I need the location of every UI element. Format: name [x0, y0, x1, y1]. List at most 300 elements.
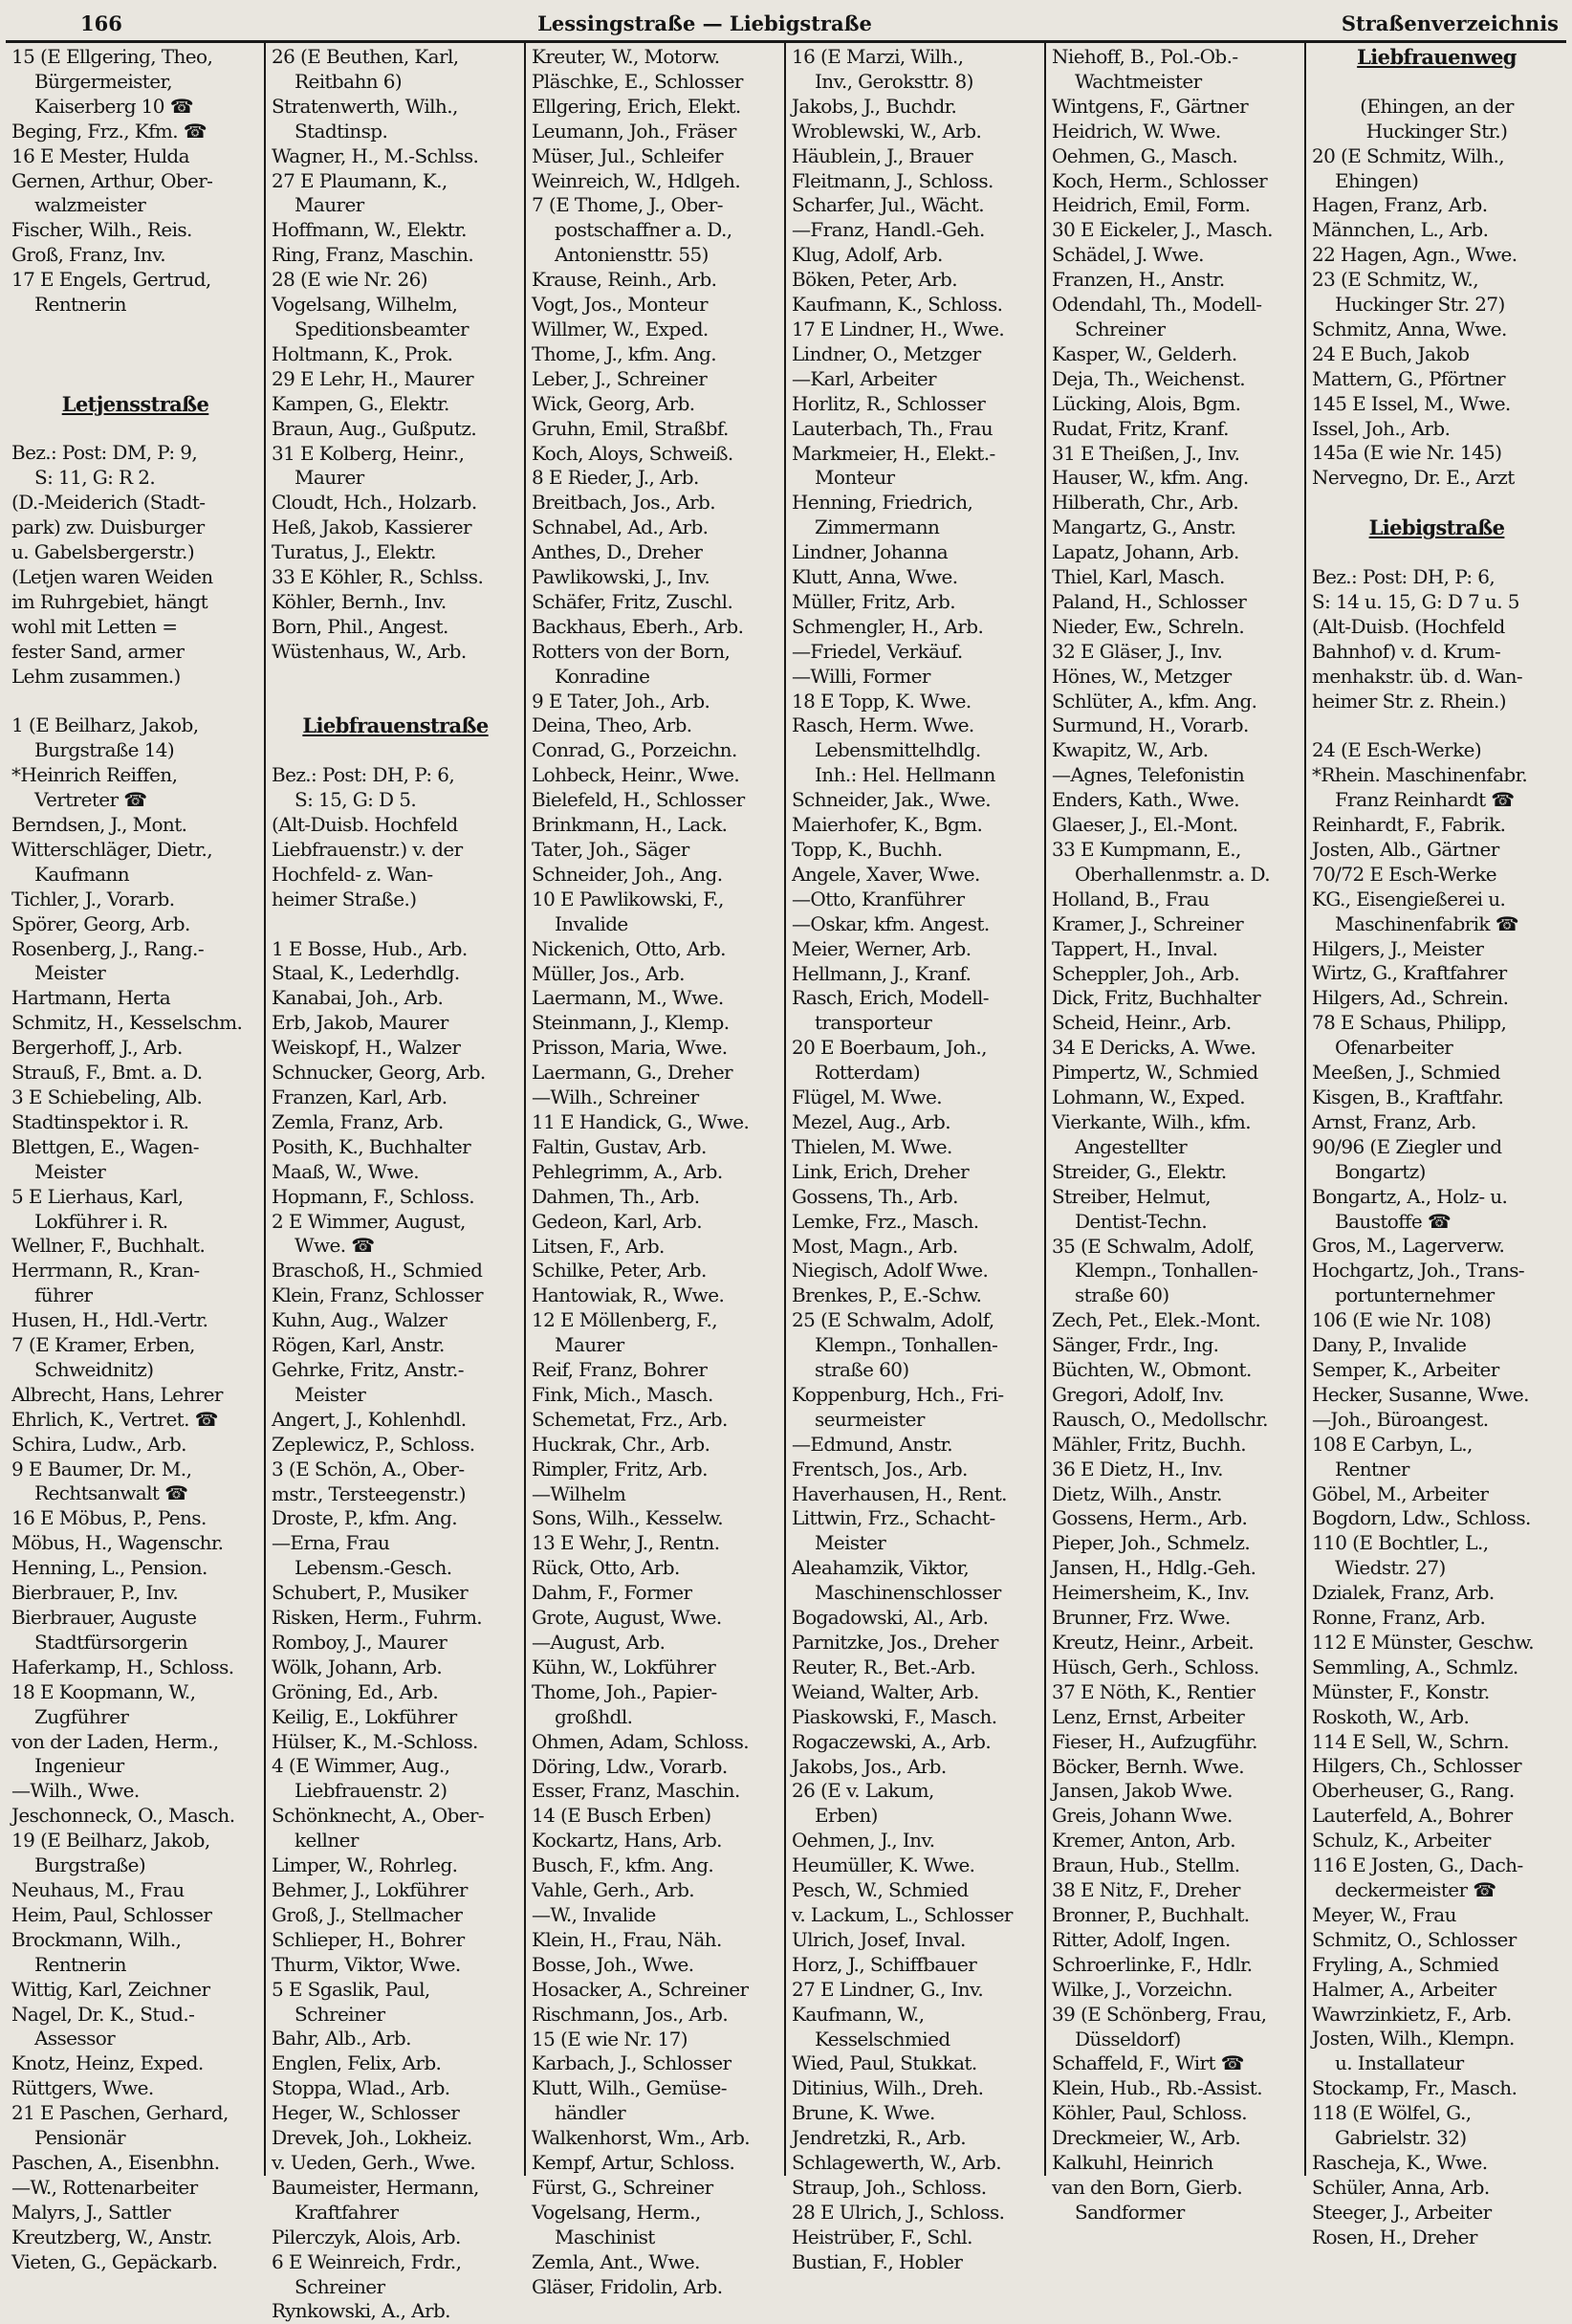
entry-line: Thome, Joh., Papier-: [532, 1679, 717, 1703]
entry-line: Husen, H., Hdl.-Vertr.: [11, 1308, 208, 1332]
entry-line: transporteur: [815, 1011, 932, 1035]
entry-line: Rück, Otto, Arb.: [532, 1556, 680, 1580]
entry-line: (Alt-Duisb. (Hochfeld: [1312, 614, 1505, 638]
entry-line: Wölk, Johann, Arb.: [272, 1655, 443, 1678]
entry-line: 145a (E wie Nr. 145): [1312, 441, 1502, 465]
entry-line: Hecker, Susanne, Wwe.: [1312, 1382, 1529, 1406]
entry-line: Most, Magn., Arb.: [792, 1234, 958, 1258]
entry-line: v. Lackum, L., Schlosser: [792, 1902, 1013, 1926]
entry-line: Arnst, Franz, Arb.: [1312, 1109, 1476, 1133]
section-title: Straßenverzeichnis: [1341, 11, 1559, 35]
entry-line: Göbel, M., Arbeiter: [1312, 1481, 1489, 1505]
entry-line: Angert, J., Kohlenhdl.: [272, 1407, 467, 1431]
blank-line: [1312, 491, 1561, 515]
entry-line: mstr., Tersteegenstr.): [272, 1481, 467, 1505]
entry-line: 10 E Pawlikowski, F.,: [532, 887, 724, 910]
entry-line: Weinreich, W., Hdlgeh.: [532, 168, 741, 192]
entry-line: Streiber, Helmut,: [1052, 1184, 1211, 1208]
blank-line: [11, 690, 259, 714]
entry-line: 21 E Paschen, Gerhard,: [11, 2101, 229, 2125]
entry-line: Romboy, J., Maurer: [272, 1630, 448, 1654]
entry-line: Bielefeld, H., Schlosser: [532, 788, 745, 812]
page-title: Lessingstraße — Liebigstraße: [537, 11, 872, 35]
entry-line: Lebensm.-Gesch.: [295, 1556, 452, 1580]
entry-line: Gehrke, Fritz, Anstr.-: [272, 1357, 464, 1381]
entry-line: Gläser, Fridolin, Arb.: [532, 2274, 723, 2298]
entry-line: Hopmann, F., Schloss.: [272, 1184, 474, 1208]
entry-line: 24 (E Esch-Werke): [1312, 738, 1482, 762]
entry-line: straße 60): [1075, 1283, 1169, 1307]
entry-line: Meeßen, J., Schmied: [1312, 1061, 1500, 1085]
entry-line: Meister: [34, 1159, 106, 1183]
entry-line: Mangartz, G., Anstr.: [1052, 515, 1236, 539]
entry-line: Gossens, Th., Arb.: [792, 1184, 958, 1208]
entry-line: Bongartz, A., Holz- u.: [1312, 1184, 1508, 1208]
entry-line: Hülser, K., M.-Schloss.: [272, 1729, 478, 1753]
entry-line: Kreutzberg, W., Anstr.: [11, 2225, 212, 2248]
entry-line: Hartmann, Herta: [11, 986, 171, 1010]
blank-line: [272, 738, 519, 763]
entry-line: Heistrüber, F., Schl.: [792, 2225, 972, 2248]
entry-line: 28 E Ulrich, J., Schloss.: [792, 2200, 1005, 2224]
entry-line: Lemke, Frz., Masch.: [792, 1209, 979, 1233]
entry-line: Bergerhoff, J., Arb.: [11, 1036, 183, 1060]
entry-line: Rascheja, K., Wwe.: [1312, 2150, 1488, 2174]
blank-line: [11, 342, 259, 367]
entry-line: (Alt-Duisb. Hochfeld: [272, 813, 458, 837]
entry-line: Brockmann, Wilh.,: [11, 1927, 182, 1951]
entry-line: 106 (E wie Nr. 108): [1312, 1308, 1492, 1332]
entry-line: Jansen, Jakob Wwe.: [1052, 1779, 1233, 1803]
entry-line: Pieper, Joh., Schmelz.: [1052, 1531, 1251, 1555]
entry-line: Kühn, W., Lokführer: [532, 1655, 716, 1678]
entry-line: 33 E Köhler, R., Schlss.: [272, 565, 484, 589]
entry-line: von der Laden, Herm.,: [11, 1729, 219, 1753]
entry-line: u. Gabelsbergerstr.): [11, 540, 195, 564]
entry-line: 24 E Buch, Jakob: [1312, 341, 1470, 365]
entry-line: Gröning, Ed., Arb.: [272, 1679, 439, 1703]
entry-line: Rischmann, Jos., Arb.: [532, 2002, 729, 2026]
entry-line: Dietz, Wilh., Anstr.: [1052, 1481, 1222, 1505]
entry-line: Paland, H., Schlosser: [1052, 589, 1247, 613]
entry-line: Hosacker, A., Schreiner: [532, 1977, 749, 2001]
entry-line: —Karl, Arbeiter: [792, 366, 937, 390]
entry-line: Scheppler, Joh., Arb.: [1052, 961, 1240, 985]
column-6: [1306, 43, 1566, 2248]
entry-line: Behmer, J., Lokführer: [272, 1878, 468, 1901]
entry-line: —Wilhelm: [532, 1481, 626, 1505]
entry-line: 32 E Gläser, J., Inv.: [1052, 639, 1223, 663]
entry-line: v. Ueden, Gerh., Wwe.: [272, 2150, 476, 2174]
street-heading: Liebfrauenweg: [1357, 45, 1517, 69]
entry-line: Schlüter, A., kfm. Ang.: [1052, 689, 1257, 713]
entry-line: wohl mit Letten =: [11, 614, 178, 638]
entry-line: Kesselschmied: [815, 2027, 950, 2050]
entry-line: 3 E Schiebeling, Alb.: [11, 1085, 203, 1108]
entry-line: S: 14 u. 15, G: D 7 u. 5: [1312, 589, 1519, 613]
entry-line: Rentner: [1335, 1457, 1409, 1480]
entry-line: Fürst, G., Schreiner: [532, 2175, 713, 2199]
entry-line: Bez.: Post: DM, P: 9,: [11, 441, 198, 465]
entry-line: Wilke, J., Vorzeichn.: [1052, 1977, 1233, 2001]
entry-line: Gernen, Arthur, Ober-: [11, 168, 213, 192]
entry-line: händler: [555, 2101, 626, 2125]
entry-line: 25 (E Schwalm, Adolf,: [792, 1308, 994, 1332]
entry-line: park) zw. Duisburger: [11, 515, 205, 539]
entry-line: Klutt, Wilh., Gemüse-: [532, 2076, 727, 2100]
entry-line: Roskoth, W., Arb.: [1312, 1704, 1470, 1728]
entry-line: heimer Str. z. Rhein.): [1312, 689, 1506, 713]
entry-line: Schnabel, Ad., Arb.: [532, 515, 709, 539]
entry-line: Meister: [34, 961, 106, 985]
entry-line: Groß, Franz, Inv.: [11, 243, 166, 267]
entry-line: Flügel, M. Wwe.: [792, 1085, 942, 1109]
entry-line: Tappert, H., Inval.: [1052, 936, 1218, 960]
entry-line: 108 E Carbyn, L.,: [1312, 1432, 1473, 1456]
entry-line: Piaskowski, F., Masch.: [792, 1704, 997, 1728]
entry-line: Schroerlinke, F., Hdlr.: [1052, 1952, 1253, 1976]
entry-line: Steinmann, J., Klemp.: [532, 1011, 730, 1035]
entry-line: 18 E Topp, K. Wwe.: [792, 689, 972, 713]
entry-line: Kockartz, Hans, Arb.: [532, 1829, 722, 1853]
entry-line: Weiskopf, H., Walzer: [272, 1036, 461, 1060]
entry-line: Schnucker, Georg, Arb.: [272, 1061, 486, 1085]
entry-line: Schädel, J. Wwe.: [1052, 243, 1204, 267]
entry-line: Weiand, Walter, Arb.: [792, 1679, 979, 1703]
entry-line: Issel, Joh., Arb.: [1312, 416, 1451, 440]
entry-line: Gregori, Adolf, Inv.: [1052, 1382, 1225, 1406]
entry-line: Schubert, P., Musiker: [272, 1581, 469, 1605]
entry-line: Gruhn, Emil, Straßbf.: [532, 416, 729, 440]
entry-line: Reif, Franz, Bohrer: [532, 1358, 708, 1382]
entry-line: Lücking, Alois, Bgm.: [1052, 391, 1241, 415]
entry-line: Albrecht, Hans, Lehrer: [11, 1382, 223, 1406]
entry-line: Jakobs, J., Buchdr.: [792, 94, 957, 118]
entry-line: Beging, Frz., Kfm. ☎: [11, 119, 207, 143]
entry-line: 30 E Eickeler, J., Masch.: [1052, 218, 1273, 242]
entry-line: Lokführer i. R.: [34, 1209, 168, 1233]
entry-line: Fleitmann, J., Schloss.: [792, 168, 993, 192]
entry-line: Schilke, Peter, Arb.: [532, 1259, 707, 1283]
entry-line: Vieten, G., Gepäckarb.: [11, 2249, 218, 2273]
entry-line: Kuhn, Aug., Walzer: [272, 1308, 448, 1332]
entry-line: Bogadowski, Al., Arb.: [792, 1606, 989, 1630]
entry-line: Ritter, Adolf, Ingen.: [1052, 1927, 1231, 1951]
entry-line: KG., Eisengießerei u.: [1312, 887, 1506, 910]
entry-line: menhakstr. üb. d. Wan-: [1312, 664, 1523, 688]
entry-line: 35 (E Schwalm, Adolf,: [1052, 1234, 1255, 1258]
entry-line: 3 (E Schön, A., Ober-: [272, 1457, 465, 1480]
entry-line: Ehingen): [1335, 168, 1419, 192]
entry-line: 8 E Rieder, J., Arb.: [532, 466, 699, 490]
columns-container: [6, 43, 1566, 2323]
entry-line: Braun, Aug., Gußputz.: [272, 416, 477, 440]
entry-line: Kasper, W., Gelderh.: [1052, 341, 1237, 365]
entry-line: Jakobs, Jos., Arb.: [792, 1754, 947, 1778]
entry-line: 23 (E Schmitz, W.,: [1312, 268, 1478, 292]
entry-line: 37 E Nöth, K., Rentier: [1052, 1679, 1255, 1703]
entry-line: van den Born, Gierb.: [1052, 2175, 1243, 2199]
entry-line: Hagen, Franz, Arb.: [1312, 193, 1488, 217]
entry-line: Schmitz, H., Kesselschm.: [11, 1011, 243, 1035]
entry-line: Mezel, Aug., Arb.: [792, 1109, 950, 1133]
entry-line: 70/72 E Esch-Werke: [1312, 862, 1497, 886]
entry-line: Aleahamzik, Viktor,: [792, 1556, 970, 1580]
entry-line: Hilgers, Ch., Schlosser: [1312, 1754, 1522, 1778]
entry-line: Wied, Paul, Stukkat.: [792, 2051, 977, 2075]
entry-line: Lehm zusammen.): [11, 664, 181, 688]
entry-line: Kreutz, Heinr., Arbeit.: [1052, 1631, 1255, 1654]
entry-line: Zeplewicz, P., Schloss.: [272, 1432, 475, 1456]
entry-line: Cloudt, Hch., Holzarb.: [272, 491, 477, 515]
entry-line: Bronner, P., Buchhalt.: [1052, 1902, 1250, 1926]
entry-line: Wwe. ☎: [295, 1234, 375, 1258]
entry-line: Koch, Aloys, Schweiß.: [532, 441, 733, 465]
entry-line: Blettgen, E., Wagen-: [11, 1134, 199, 1158]
entry-line: Hilberath, Chr., Arb.: [1052, 491, 1239, 515]
entry-line: Jendretzki, R., Arb.: [792, 2126, 967, 2150]
entry-line: Oberheuser, G., Rang.: [1312, 1779, 1515, 1803]
entry-line: Reuter, R., Bet.-Arb.: [792, 1655, 976, 1678]
entry-line: Dahmen, Th., Arb.: [532, 1184, 700, 1208]
entry-line: Rudat, Fritz, Kranf.: [1052, 416, 1229, 440]
entry-line: Lindner, Johanna: [792, 540, 949, 564]
entry-line: Hellmann, J., Kranf.: [792, 961, 972, 985]
entry-line: Thome, J., kfm. Ang.: [532, 341, 717, 365]
entry-line: Dentist-Techn.: [1075, 1209, 1208, 1233]
entry-line: Schneider, Jak., Wwe.: [792, 788, 992, 812]
entry-line: (D.-Meiderich (Stadt-: [11, 491, 206, 515]
entry-line: Straup, Joh., Schloss.: [792, 2175, 987, 2199]
entry-line: 31 E Kolberg, Heinr.,: [272, 441, 465, 465]
entry-line: Rogaczewski, A., Arb.: [792, 1729, 992, 1753]
entry-line: Wüstenhaus, W., Arb.: [272, 639, 467, 663]
entry-line: Angele, Xaver, Wwe.: [792, 862, 980, 886]
entry-line: Heim, Paul, Schlosser: [11, 1902, 212, 1926]
column-1: [6, 43, 266, 2273]
entry-line: Haverhausen, H., Rent.: [792, 1481, 1007, 1505]
entry-line: Fieser, H., Aufzugführ.: [1052, 1729, 1257, 1753]
entry-line: Rimpler, Fritz, Arb.: [532, 1457, 708, 1480]
entry-line: Rögen, Karl, Anstr.: [272, 1333, 445, 1357]
entry-line: Schlieper, H., Bohrer: [272, 1927, 465, 1951]
entry-line: Bierbrauer, P., Inv.: [11, 1581, 179, 1605]
entry-line: Groß, J., Stellmacher: [272, 1902, 463, 1926]
column-5: [1046, 43, 1306, 2224]
entry-line: 110 (E Bochtler, L.,: [1312, 1531, 1489, 1555]
entry-line: Liebfrauenstr.) v. der: [272, 837, 463, 861]
entry-line: Huckrak, Chr., Arb.: [532, 1432, 710, 1456]
entry-line: 12 E Möllenberg, F.,: [532, 1308, 717, 1332]
entry-line: Semmling, A., Schmlz.: [1312, 1655, 1518, 1678]
entry-line: Droste, P., kfm. Ang.: [272, 1506, 458, 1530]
entry-line: Schemetat, Frz., Arb.: [532, 1407, 728, 1431]
entry-line: Mähler, Fritz, Buchh.: [1052, 1432, 1247, 1456]
entry-line: Baumeister, Hermann,: [272, 2175, 479, 2199]
entry-line: Turatus, J., Elektr.: [272, 540, 436, 564]
entry-line: Kremer, Anton, Arb.: [1052, 1829, 1235, 1853]
entry-line: Pehlegrimm, A., Arb.: [532, 1159, 723, 1183]
entry-line: Frentsch, Jos., Arb.: [792, 1457, 968, 1480]
entry-line: 118 (E Wölfel, G.,: [1312, 2101, 1472, 2125]
entry-line: portunternehmer: [1335, 1283, 1495, 1307]
entry-line: Schönknecht, A., Ober-: [272, 1804, 485, 1828]
entry-line: Niegisch, Adolf Wwe.: [792, 1259, 989, 1283]
entry-line: Rentnerin: [34, 293, 126, 317]
entry-line: Burgstraße): [34, 1853, 146, 1877]
entry-line: 112 E Münster, Geschw.: [1312, 1630, 1535, 1654]
entry-line: Pensionär: [34, 2126, 125, 2150]
entry-line: seurmeister: [815, 1407, 925, 1431]
entry-line: 90/96 (E Ziegler und: [1312, 1134, 1502, 1158]
entry-line: 1 E Bosse, Hub., Arb.: [272, 936, 468, 960]
entry-line: 11 E Handick, G., Wwe.: [532, 1109, 750, 1133]
entry-line: Klutt, Anna, Wwe.: [792, 565, 958, 589]
entry-line: Wirtz, G., Kraftfahrer: [1312, 961, 1507, 985]
entry-line: Deja, Th., Weichenst.: [1052, 366, 1246, 390]
entry-line: Hüsch, Gerh., Schloss.: [1052, 1655, 1259, 1678]
entry-line: Kraftfahrer: [295, 2200, 399, 2224]
entry-line: Stoppa, Wlad., Arb.: [272, 2076, 450, 2100]
entry-line: Leumann, Joh., Fräser: [532, 119, 736, 143]
entry-line: Prisson, Maria, Wwe.: [532, 1036, 728, 1060]
entry-line: Thielen, M. Wwe.: [792, 1134, 952, 1158]
entry-line: Ring, Franz, Maschin.: [272, 243, 474, 267]
entry-line: Strauß, F., Bmt. a. D.: [11, 1061, 203, 1085]
entry-line: Vogelsang, Wilhelm,: [272, 293, 458, 317]
entry-line: Meister: [815, 1531, 886, 1555]
entry-line: Franz Reinhardt ☎: [1335, 788, 1515, 812]
entry-line: Streider, G., Elektr.: [1052, 1159, 1227, 1183]
entry-line: Rechtsanwalt ☎: [34, 1481, 188, 1505]
entry-line: Lohmann, W., Exped.: [1052, 1085, 1245, 1109]
entry-line: Kramer, J., Schreiner: [1052, 911, 1244, 935]
entry-line: Gedeon, Karl, Arb.: [532, 1209, 702, 1233]
entry-line: Stadtfürsorgerin: [34, 1630, 188, 1654]
entry-line: Lapatz, Johann, Arb.: [1052, 540, 1239, 564]
entry-line: (Letjen waren Weiden: [11, 564, 213, 588]
entry-line: Josten, Alb., Gärtner: [1312, 837, 1499, 861]
entry-line: Ofenarbeiter: [1335, 1036, 1453, 1060]
entry-line: Deina, Theo, Arb.: [532, 713, 692, 737]
column-3: [526, 43, 786, 2298]
entry-line: 20 (E Schmitz, Wilh.,: [1312, 143, 1504, 167]
entry-line: 16 E Mester, Hulda: [11, 143, 189, 167]
entry-line: Hantowiak, R., Wwe.: [532, 1283, 725, 1307]
entry-line: Maschinist: [555, 2225, 655, 2248]
entry-line: 39 (E Schönberg, Frau,: [1052, 2002, 1267, 2026]
entry-line: Häublein, J., Brauer: [792, 143, 973, 167]
entry-line: Josten, Wilh., Klempn.: [1312, 2027, 1515, 2050]
entry-line: Grote, August, Wwe.: [532, 1606, 722, 1630]
entry-line: Sänger, Frdr., Ing.: [1052, 1333, 1219, 1357]
entry-line: Inh.: Hel. Hellmann: [815, 763, 995, 787]
entry-line: Kalkuhl, Heinrich: [1052, 2151, 1213, 2175]
entry-line: 13 E Wehr, J., Rentn.: [532, 1531, 720, 1555]
entry-line: Pläschke, E., Schlosser: [532, 69, 743, 93]
entry-line: 26 (E Beuthen, Karl,: [272, 45, 459, 68]
entry-line: Nickenich, Otto, Arb.: [532, 936, 726, 960]
entry-line: Büchten, W., Obmont.: [1052, 1358, 1252, 1382]
entry-line: Möbus, H., Wagenschr.: [11, 1531, 224, 1555]
entry-line: 14 (E Busch Erben): [532, 1804, 711, 1828]
entry-line: Odendahl, Th., Modell-: [1052, 293, 1262, 317]
entry-line: Pilerczyk, Alois, Arb.: [272, 2225, 461, 2248]
entry-line: 4 (E Wimmer, Aug.,: [272, 1754, 450, 1778]
entry-line: Conrad, G., Porzeichn.: [532, 738, 737, 762]
entry-line: Schreiner: [295, 2002, 385, 2026]
entry-line: Ehrlich, K., Vertret. ☎: [11, 1407, 218, 1431]
entry-line: Konradine: [555, 664, 650, 688]
entry-line: Willmer, W., Exped.: [532, 317, 709, 340]
entry-line: Posith, K., Buchhalter: [272, 1134, 471, 1158]
entry-line: Huckinger Str. 27): [1335, 293, 1505, 317]
entry-line: Lebensmittelhdlg.: [815, 738, 981, 762]
entry-line: Meier, Werner, Arb.: [792, 936, 972, 960]
entry-line: Koppenburg, Hch., Fri-: [792, 1382, 1004, 1406]
entry-line: Hilgers, J., Meister: [1312, 936, 1484, 960]
entry-line: Bierbrauer, Auguste: [11, 1606, 197, 1630]
entry-line: Kaufmann, K., Schloss.: [792, 293, 1003, 317]
entry-line: (Ehingen, an der: [1360, 94, 1514, 118]
entry-line: u. Installateur: [1335, 2051, 1464, 2075]
entry-line: Lenz, Ernst, Arbeiter: [1052, 1704, 1245, 1728]
entry-line: Rynkowski, A., Arb.: [272, 2299, 450, 2323]
entry-line: Zemla, Franz, Arb.: [272, 1109, 444, 1133]
entry-line: Anthes, D., Dreher: [532, 540, 703, 564]
entry-line: Limper, W., Rohrleg.: [272, 1853, 458, 1877]
entry-line: Schlagewerth, W., Arb.: [792, 2151, 1001, 2175]
entry-line: Vertreter ☎: [34, 788, 147, 812]
entry-line: Oehmen, G., Masch.: [1052, 143, 1238, 167]
entry-line: Rotters von der Born,: [532, 639, 731, 663]
blank-line: [1312, 540, 1561, 565]
entry-line: Link, Erich, Dreher: [792, 1159, 970, 1183]
entry-line: 5 E Lierhaus, Karl,: [11, 1184, 184, 1208]
entry-line: Horlitz, R., Schlosser: [792, 391, 986, 415]
entry-line: 16 (E Marzi, Wilh.,: [792, 45, 964, 68]
entry-line: Wintgens, F., Gärtner: [1052, 94, 1249, 118]
blank-line: [11, 417, 259, 442]
entry-line: Bosse, Joh., Wwe.: [532, 1952, 694, 1976]
entry-line: Oberhallenmstr. a. D.: [1075, 862, 1270, 886]
entry-line: Rasch, Herm. Wwe.: [792, 713, 974, 737]
entry-line: Schäfer, Fritz, Zuschl.: [532, 589, 733, 613]
entry-line: Brinkmann, H., Lack.: [532, 813, 728, 837]
entry-line: Monteur: [815, 466, 895, 490]
entry-line: deckermeister ☎: [1335, 1878, 1496, 1901]
entry-line: Schüler, Anna, Arb.: [1312, 2175, 1490, 2199]
entry-line: 15 (E Ellgering, Theo,: [11, 45, 213, 68]
entry-line: im Ruhrgebiet, hängt: [11, 589, 208, 613]
entry-line: 27 E Plaumann, K.,: [272, 168, 448, 192]
entry-line: Hilgers, Ad., Schrein.: [1312, 986, 1509, 1010]
entry-line: Braschoß, H., Schmied: [272, 1259, 483, 1283]
entry-line: Zimmermann: [815, 515, 940, 539]
entry-line: —Wilh., Schreiner: [532, 1085, 699, 1109]
entry-line: Maschinenfabrik ☎: [1335, 911, 1519, 935]
entry-line: —Agnes, Telefonistin: [1052, 763, 1245, 787]
entry-line: Klein, Franz, Schlosser: [272, 1283, 484, 1307]
entry-line: 9 E Baumer, Dr. M.,: [11, 1457, 192, 1480]
entry-line: 5 E Sgaslik, Paul,: [272, 1977, 430, 2001]
entry-line: Maierhofer, K., Bgm.: [792, 813, 983, 837]
entry-line: *Rhein. Maschinenfabr.: [1312, 763, 1528, 787]
entry-line: Kisgen, B., Kraftfahr.: [1312, 1085, 1504, 1108]
entry-line: —Joh., Büroangest.: [1312, 1407, 1489, 1431]
entry-line: Berndsen, J., Mont.: [11, 813, 187, 837]
entry-line: fester Sand, armer: [11, 639, 185, 663]
